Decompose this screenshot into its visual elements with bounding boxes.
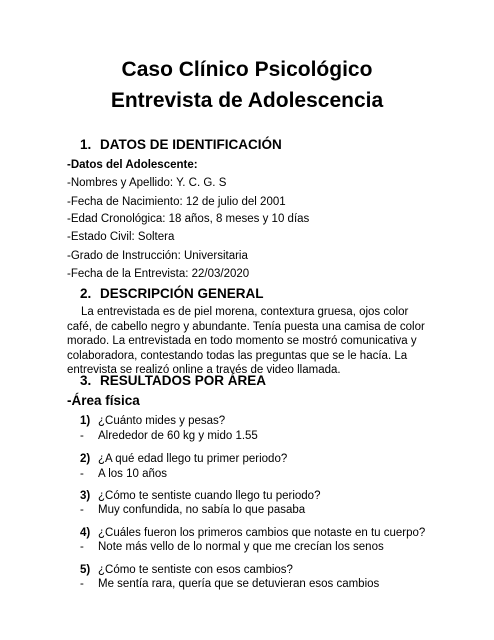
answer-item	[80, 540, 384, 554]
answer-text: Alrededor de 60 kg y mido 1.55	[98, 430, 258, 442]
answer-dash: -	[80, 504, 84, 516]
question-number: 1)	[80, 415, 91, 427]
field-fecha-entrevista: -Fecha de la Entrevista: 22/03/2020	[67, 268, 250, 280]
field-nombres: -Nombres y Apellido: Y. C. G. S	[67, 177, 227, 189]
subheading-adolescente: -Datos del Adolescente:	[67, 159, 198, 171]
section-heading-resultados	[80, 373, 266, 389]
question-number: 3)	[80, 490, 91, 502]
section-heading-descripcion	[80, 286, 264, 302]
answer-dash: -	[80, 541, 84, 553]
field-estado-civil: -Estado Civil: Soltera	[67, 231, 175, 243]
question-text: ¿Cómo te sentiste cuando llego tu periodo?	[98, 490, 321, 502]
question-number: 4)	[80, 527, 91, 539]
answer-dash: -	[80, 578, 84, 590]
answer-text: A los 10 años	[98, 468, 168, 480]
answer-item	[80, 577, 379, 591]
section-number: 3.	[80, 373, 92, 388]
answer-text: Note más vello de lo normal y que me crecían los senos	[98, 541, 384, 553]
field-edad: -Edad Cronológica: 18 años, 8 meses y 10 días	[67, 213, 310, 225]
answer-text: Me sentía rara, quería que se detuvieran esos cambios	[98, 578, 380, 590]
section-heading-identificacion	[80, 137, 282, 153]
question-number: 5)	[80, 564, 91, 576]
question-item	[80, 563, 293, 577]
question-text: ¿Cómo te sentiste con esos cambios?	[98, 564, 293, 576]
area-heading-fisica: -Área física	[67, 393, 140, 408]
field-fecha-nacimiento: -Fecha de Nacimiento: 12 de julio del 2001	[67, 196, 286, 208]
question-text: ¿Cuáles fueron los primeros cambios que notaste en tu cuerpo?	[98, 527, 426, 539]
question-item	[80, 489, 320, 503]
question-item	[80, 414, 225, 428]
section-title: DESCRIPCIÓN GENERAL	[100, 286, 264, 301]
question-number: 2)	[80, 453, 91, 465]
answer-text: Muy confundida, no sabía lo que pasaba	[98, 504, 306, 516]
section-title: DATOS DE IDENTIFICACIÓN	[100, 137, 282, 152]
document-title: Caso Clínico Psicológico	[121, 58, 373, 81]
section-number: 2.	[80, 286, 92, 301]
section-number: 1.	[80, 137, 92, 152]
section-title: RESULTADOS POR ÁREA	[100, 373, 267, 388]
description-paragraph: La entrevistada es de piel morena, contextura gruesa, ojos color café, de cabello negro y abundante. Tenía puesta una camisa de color morado. La entrevistada en todo momento se mostró comunicativa y colaboradora, contestando todas las preguntas que se le hacía. La entrevista se realizó online a través de video llamada.	[67, 306, 425, 376]
question-item	[80, 526, 425, 540]
document-subtitle: Entrevista de Adolescencia	[110, 89, 384, 112]
question-text: ¿A qué edad llego tu primer periodo?	[98, 453, 288, 465]
answer-item	[80, 429, 258, 443]
answer-dash: -	[80, 468, 84, 480]
question-text: ¿Cuánto mides y pesas?	[98, 415, 226, 427]
answer-item	[80, 503, 305, 517]
answer-item	[80, 467, 167, 481]
answer-dash: -	[80, 430, 84, 442]
field-grado-instruccion: -Grado de Instrucción: Universitaria	[67, 250, 248, 262]
question-item	[80, 452, 287, 466]
